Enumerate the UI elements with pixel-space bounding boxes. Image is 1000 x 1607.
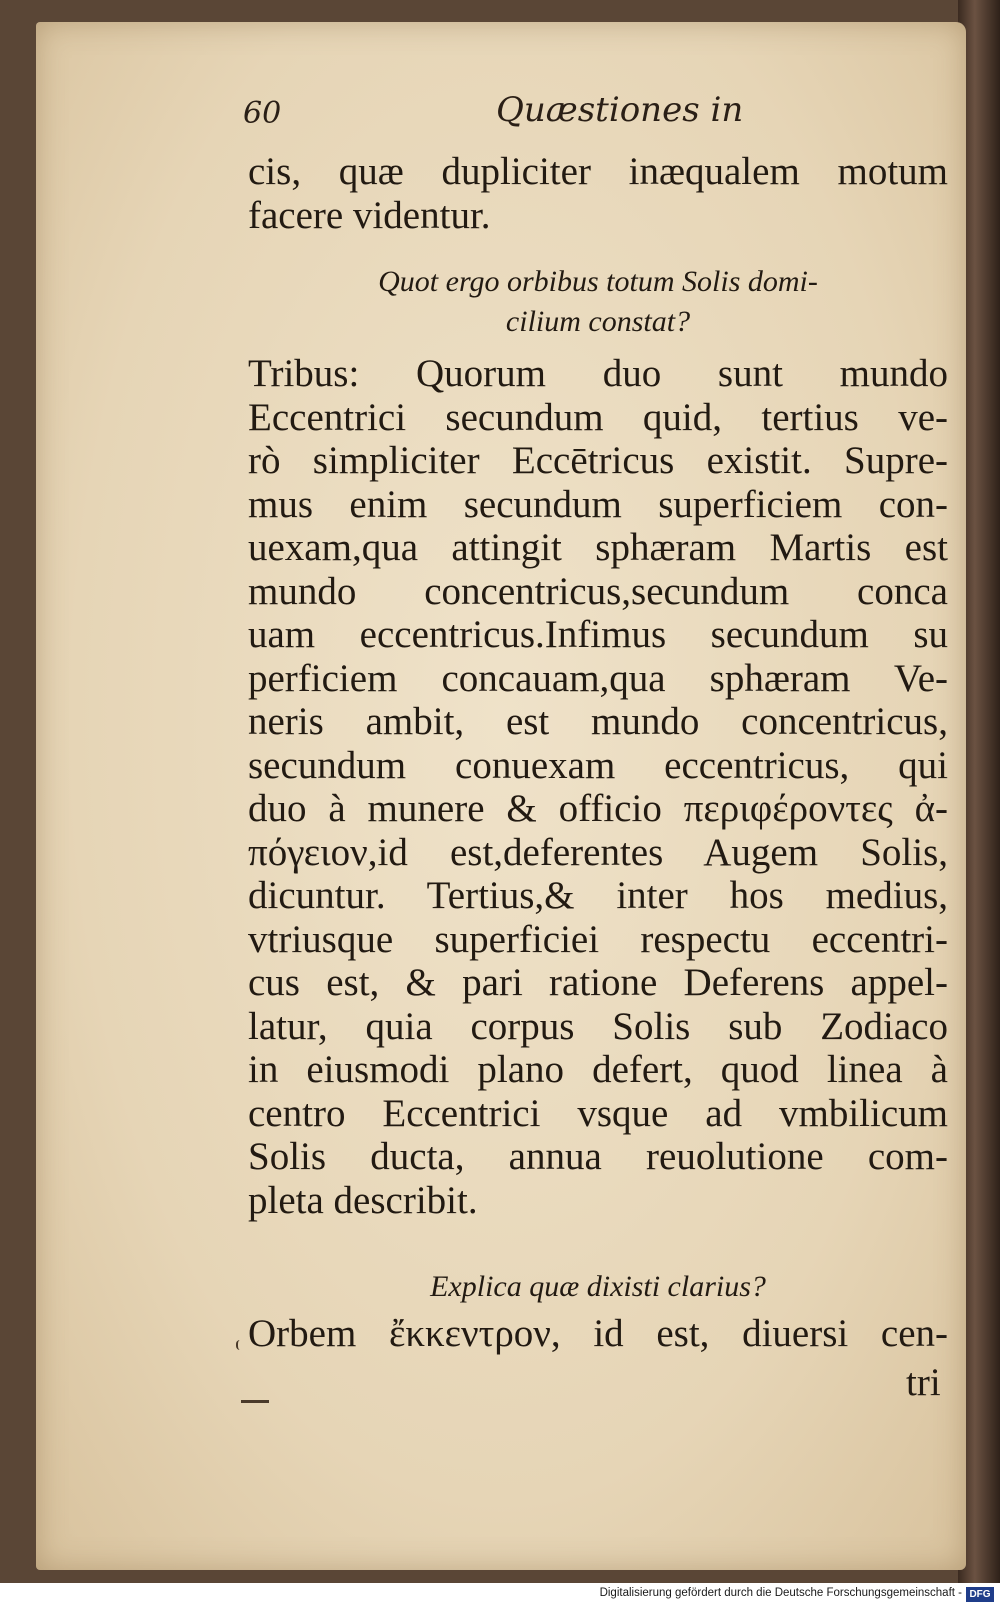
running-head xyxy=(36,90,966,140)
text-line: uexam,qua attingit sphæram Martis est xyxy=(248,526,948,569)
text-line: Orbem ἔκκεντρον, id est, diuersi cen- xyxy=(248,1312,948,1355)
text-line: cis, quæ dupliciter inæqualem motum xyxy=(248,150,948,193)
text-line: Eccentrici secundum quid, tertius ve- xyxy=(248,395,948,439)
text-line: dicuntur. Tertius,& inter hos medius, xyxy=(248,874,948,917)
book-page xyxy=(36,22,966,1570)
text-line: in eiusmodi plano defert, quod linea à xyxy=(248,1048,948,1091)
question-heading xyxy=(248,1267,948,1307)
text-line: Solis ducta, annua reuolutione com- xyxy=(248,1135,948,1178)
running-title: Quæstiones in xyxy=(496,90,744,130)
text-line: latur, quia corpus Solis sub Zodiaco xyxy=(248,1004,948,1048)
text-line: πόγειον,id est,deferentes Augem Solis, xyxy=(248,830,948,874)
answer-paragraph xyxy=(248,352,948,1222)
footer-credit: Digitalisierung gefördert durch die Deutsche Forschungsgemeinschaft - xyxy=(599,1587,962,1599)
footer-bar xyxy=(0,1583,1000,1607)
text-line: secundum conuexam eccentricus, qui xyxy=(248,743,948,787)
text-line: vtriusque superficiei respectu eccentri- xyxy=(248,917,948,961)
catchword: tri xyxy=(906,1361,941,1404)
question-heading xyxy=(248,262,948,342)
paragraph-continued xyxy=(248,150,948,237)
text-line: neris ambit, est mundo concentricus, xyxy=(248,700,948,743)
question-line: Quot ergo orbibus totum Solis domi- xyxy=(378,265,818,298)
text-line: rò simpliciter Eccētricus existit. Supre- xyxy=(248,439,948,482)
text-line: uam eccentricus.Infimus secundum su xyxy=(248,613,948,656)
answer-paragraph xyxy=(248,1312,948,1356)
ink-mark xyxy=(241,1400,269,1403)
ink-mark xyxy=(236,1340,244,1350)
question-line: Explica quæ dixisti clarius? xyxy=(430,1270,766,1303)
text-line: perficiem concauam,qua sphæram Ve- xyxy=(248,656,948,700)
page-number: 60 xyxy=(243,96,282,131)
dfg-logo: DFG xyxy=(966,1587,994,1602)
text-line: mundo concentricus,secundum conca xyxy=(248,569,948,613)
text-line: mus enim secundum superficiem con- xyxy=(248,482,948,526)
text-line: cus est, & pari ratione Deferens appel- xyxy=(248,961,948,1004)
text-line: Tribus: Quorum duo sunt mundo xyxy=(248,352,948,395)
text-line: pleta describit. xyxy=(248,1178,478,1222)
text-line: duo à munere & officio περιφέροντες ἀ- xyxy=(248,787,948,830)
text-line: centro Eccentrici vsque ad vmbilicum xyxy=(248,1091,948,1135)
text-line: facere videntur. xyxy=(248,193,491,237)
question-line: cilium constat? xyxy=(505,305,691,338)
